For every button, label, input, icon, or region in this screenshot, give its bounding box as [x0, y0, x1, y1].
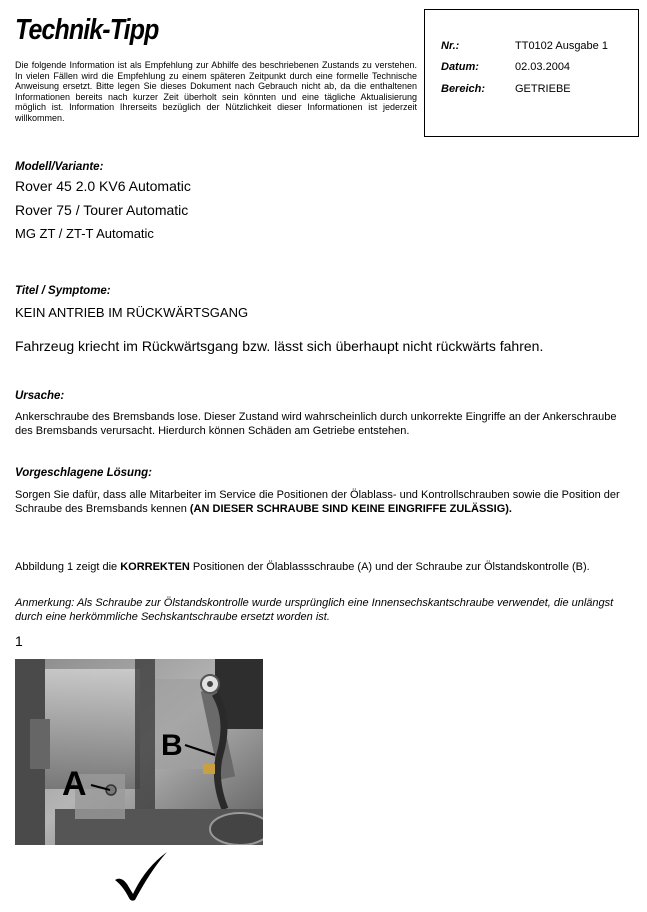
check-mark-icon: [113, 850, 169, 902]
titel-title: KEIN ANTRIEB IM RÜCKWÄRTSGANG: [15, 305, 249, 320]
loesung-text: [15, 489, 635, 516]
bereich-value: GETRIEBE: [515, 83, 571, 95]
datum-value: 02.03.2004: [515, 61, 571, 73]
figure-number: 1: [15, 633, 23, 649]
ursache-text: Ankerschraube des Bremsbands lose. Dieser Zustand wird wahrscheinlich durch unkorrekte Eingriffe an der Ankerschraube des Bremsbands verursacht. Hierdurch können Schäden am Getriebe entstehen.: [15, 411, 617, 437]
modell-line-1: Rover 45 2.0 KV6 Automatic: [15, 178, 191, 194]
datum-label: Datum:: [441, 61, 479, 73]
ursache-heading: Ursache:: [15, 390, 65, 402]
titel-symptom: Fahrzeug kriecht im Rückwärtsgang bzw. lässt sich überhaupt nicht rückwärts fahren.: [15, 338, 544, 354]
transmission-photo-graphic: [15, 659, 263, 845]
abbildung-bold: KORREKTEN: [120, 561, 190, 573]
disclaimer-text: Die folgende Information ist als Empfehlung zur Abhilfe des beschriebenen Zustands zu verstehen. In vielen Fällen wird die Empfehlung zu einem späteren Zeitpunkt durch eine formelle Technische Anweisung ersetzt. Bitte legen Sie dieses Dokument nach Gebrauch nicht ab, da die enthaltenen Informationen bereits nach kurzer Zeit überholt sein könnten und eine tägliche Aktualisierung möglich ist. Information Ihrerseits bezüglich der Nützlichkeit dieser Informationen ist jederzeit willkommen.: [15, 60, 417, 123]
abbildung-pre: Abbildung 1 zeigt die: [15, 561, 121, 573]
abbildung-post: Positionen der Ölablassschraube (A) und der Schraube zur Ölstandskontrolle (B).: [189, 561, 590, 573]
label-a: A: [62, 765, 87, 803]
document-logo: Technik-Tipp: [15, 14, 159, 46]
loesung-heading: Vorgeschlagene Lösung:: [15, 467, 152, 479]
bereich-label: Bereich:: [441, 83, 486, 95]
label-b: B: [161, 729, 183, 762]
nr-value: TT0102 Ausgabe 1: [515, 40, 608, 52]
anmerkung-text: Anmerkung: Als Schraube zur Ölstandskontrolle wurde ursprünglich eine Innensechskantschraube verwendet, die unlängst durch eine herkömmliche Sechskantschraube ersetzt worden ist.: [15, 597, 614, 623]
transmission-photo: [15, 659, 263, 845]
abbildung-text: [15, 561, 635, 575]
modell-line-3: MG ZT / ZT-T Automatic: [15, 226, 154, 241]
loesung-emphasis: (AN DIESER SCHRAUBE SIND KEINE EINGRIFFE ZULÄSSIG).: [189, 502, 512, 515]
nr-label: Nr.:: [441, 40, 460, 52]
loesung-body: Sorgen Sie dafür, dass alle Mitarbeiter im Service die Positionen der Ölablass- und Kontrollschrauben sowie die Position der Schraube des Bremsbands kennen: [15, 489, 620, 515]
info-box: [424, 9, 639, 137]
modell-line-2: Rover 75 / Tourer Automatic: [15, 202, 189, 218]
modell-heading: Modell/Variante:: [15, 161, 104, 173]
titel-heading: Titel / Symptome:: [15, 285, 111, 297]
